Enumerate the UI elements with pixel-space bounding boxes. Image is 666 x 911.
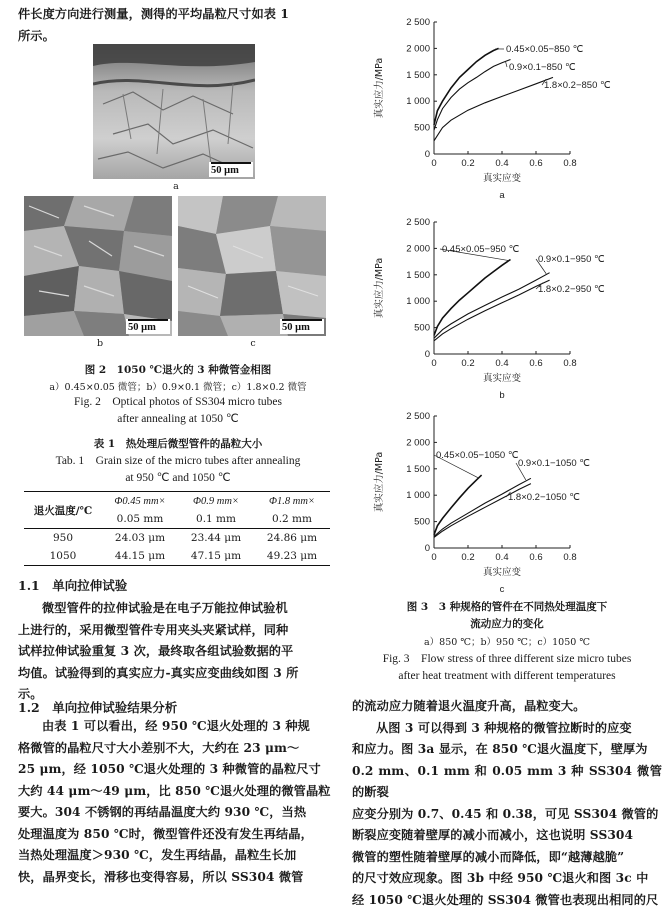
x-axis-label: 真实应变: [483, 372, 522, 384]
table-header-temp: 退火温度/℃: [24, 492, 102, 529]
y-tick-label: 0: [425, 149, 430, 160]
series-label: 0.45×0.05−1050 ℃: [436, 450, 519, 461]
table-cell: 44.15 μm: [102, 547, 178, 565]
y-axis-label: 真实应力/MPa: [373, 258, 385, 319]
section-1-2-title: 1.2 单向拉伸试验结果分析: [18, 698, 177, 716]
x-tick-label: 0.6: [529, 552, 542, 563]
x-tick-label: 0.6: [529, 158, 542, 169]
table-cell: 24.86 μm: [254, 529, 330, 548]
fig3-caption-en-2: after heat treatment with different temperatures: [352, 668, 662, 684]
section-1-1-body: [18, 598, 340, 706]
text-line: 微管的塑性随着壁厚的减小而降低，即“越薄越脆”: [352, 847, 662, 869]
micrograph-b: [24, 196, 172, 336]
panel-label: c: [500, 584, 505, 594]
fig3-caption-sub: a）850 ℃；b）950 ℃；c）1050 ℃: [352, 634, 662, 648]
x-tick-label: 0.4: [495, 358, 508, 369]
series-line: [434, 48, 499, 125]
y-tick-label: 2 500: [406, 411, 430, 422]
y-tick-label: 500: [414, 123, 430, 134]
text-line: 当热处理温度＞930 ℃，发生再结晶，晶粒生长加: [18, 845, 340, 867]
scale-bar-a: 50 μm: [209, 162, 253, 177]
table1-caption-en-1: Tab. 1 Grain size of the micro tubes after annealing: [18, 453, 338, 469]
series-line: [434, 260, 511, 336]
section-1-1-title: 1.1 单向拉伸试验: [18, 576, 127, 594]
y-tick-label: 1 000: [406, 296, 430, 307]
series-label: 1.8×0.2−850 ℃: [544, 80, 611, 91]
fig3-caption-en-1: Fig. 3 Flow stress of three different size micro tubes: [352, 651, 662, 667]
table-header-row: [24, 492, 330, 510]
series-label: 0.9×0.1−850 ℃: [509, 62, 576, 73]
x-tick-label: 0.2: [461, 358, 474, 369]
text-line: 应变分别为 0.7、0.45 和 0.38，可见 SS304 微管的: [352, 804, 662, 826]
table-cell: 47.15 μm: [178, 547, 254, 565]
flow-stress-chart-c: [366, 402, 662, 594]
y-tick-label: 2 000: [406, 437, 430, 448]
grain-size-table: [24, 491, 330, 566]
text-line: 和应力。图 3a 显示，在 850 ℃退火温度下，壁厚为: [352, 739, 662, 761]
fig2-caption-sub: a）0.45×0.05 微管；b）0.9×0.1 微管；c）1.8×0.2 微管: [18, 379, 338, 393]
x-tick-label: 0.6: [529, 358, 542, 369]
y-tick-label: 2 500: [406, 17, 430, 28]
label-leader: [505, 61, 507, 67]
y-tick-label: 2 000: [406, 43, 430, 54]
series-label: 1.8×0.2−1050 ℃: [508, 492, 580, 503]
x-tick-label: 0.4: [495, 552, 508, 563]
text-line: 的尺寸效应现象。图 3b 中经 950 ℃退火和图 3c 中: [352, 868, 662, 890]
y-tick-label: 1 500: [406, 270, 430, 281]
table-header-col3b: 0.2 mm: [254, 510, 330, 529]
x-tick-label: 0.2: [461, 552, 474, 563]
y-tick-label: 1 500: [406, 464, 430, 475]
fig3-caption-cn-2: 流动应力的变化: [352, 616, 662, 631]
section-1-2-body: [18, 716, 340, 888]
series-line: [434, 475, 482, 535]
y-tick-label: 0: [425, 543, 430, 554]
x-tick-label: 0.2: [461, 158, 474, 169]
text-line: 微型管件的拉伸试验是在电子万能拉伸试验机: [18, 598, 340, 620]
x-tick-label: 0.8: [563, 158, 576, 169]
series-label: 0.45×0.05−950 ℃: [442, 244, 520, 255]
fig3-caption-cn-1: 图 3 3 种规格的管件在不同热处理温度下: [352, 599, 662, 614]
series-line: [434, 280, 550, 341]
text-line: 从图 3 可以得到 3 种规格的微管拉断时的应变: [352, 718, 662, 740]
table-cell-temp: 950: [24, 529, 102, 548]
text-line: 示。: [18, 684, 340, 706]
text-line: 均值。试验得到的真实应力-真实应变曲线如图 3 所: [18, 663, 340, 685]
series-label: 0.9×0.1−1050 ℃: [518, 458, 590, 469]
x-tick-label: 0.4: [495, 158, 508, 169]
scale-bar-b: 50 μm: [126, 319, 170, 334]
panel-label: b: [499, 390, 504, 400]
text-line: 由表 1 可以看出，经 950 ℃退火处理的 3 种规: [18, 716, 340, 738]
flow-stress-chart-b: [366, 208, 662, 400]
table-header-col2b: 0.1 mm: [178, 510, 254, 529]
series-label: 0.45×0.05−850 ℃: [506, 44, 584, 55]
x-tick-label: 0.8: [563, 358, 576, 369]
y-tick-label: 2 000: [406, 243, 430, 254]
text-line: 格微管的晶粒尺寸大小差别不大，大约在 23 μm～: [18, 738, 340, 760]
scale-bar-c: 50 μm: [280, 319, 324, 334]
table-cell: 49.23 μm: [254, 547, 330, 565]
text-line: 上进行的，采用微型管件专用夹头夹紧试样，同种: [18, 620, 340, 642]
fig2-sublabel-b: b: [92, 338, 108, 349]
x-tick-label: 0: [431, 552, 436, 563]
y-tick-label: 500: [414, 517, 430, 528]
panel-label: a: [499, 190, 505, 200]
text-line: 试样拉伸试验重复 3 次，最终取各组试验数据的平: [18, 641, 340, 663]
table-cell: 24.03 μm: [102, 529, 178, 548]
fig2-caption-cn: 图 2 1050 ℃退火的 3 种微管金相图: [18, 362, 338, 377]
text-line: 25 μm，经 1050 ℃退火处理的 3 种微管的晶粒尺寸: [18, 759, 340, 781]
table-header-col2a: Φ0.9 mm×: [178, 492, 254, 510]
text-line: 要大。304 不锈钢的再结晶温度大约 930 ℃，当热: [18, 802, 340, 824]
table-cell: 23.44 μm: [178, 529, 254, 548]
y-axis-label: 真实应力/MPa: [373, 58, 385, 119]
y-tick-label: 1 500: [406, 70, 430, 81]
micrograph-a: [93, 44, 255, 179]
y-axis-label: 真实应力/MPa: [373, 452, 385, 513]
y-tick-label: 1 000: [406, 96, 430, 107]
intro-line-1: 件长度方向进行测量，测得的平均晶粒尺寸如表 1: [18, 4, 338, 26]
table-header-col1a: Φ0.45 mm×: [102, 492, 178, 510]
table-cell-temp: 1050: [24, 547, 102, 565]
right-body: [352, 696, 662, 911]
series-label: 0.9×0.1−950 ℃: [538, 254, 605, 265]
x-tick-label: 0: [431, 358, 436, 369]
flow-stress-chart-a: [366, 8, 662, 200]
text-line: 经 1050 ℃退火处理的 SS304 微管也表现出相同的尺: [352, 890, 662, 911]
series-label: 1.8×0.2−950 ℃: [538, 284, 605, 295]
table-header-col3a: Φ1.8 mm×: [254, 492, 330, 510]
table-row: [24, 529, 330, 548]
text-line: 0.2 mm、0.1 mm 和 0.05 mm 3 种 SS304 微管的断裂: [352, 761, 662, 804]
x-axis-label: 真实应变: [483, 172, 522, 184]
series-line: [434, 60, 511, 131]
y-tick-label: 2 500: [406, 217, 430, 228]
fig2-caption-en-2: after annealing at 1050 ℃: [18, 411, 338, 427]
table1-caption-en-2: at 950 ℃ and 1050 ℃: [18, 470, 338, 486]
intro-line-2: 所示。: [18, 26, 55, 48]
x-tick-label: 0.8: [563, 552, 576, 563]
micrograph-c: [178, 196, 326, 336]
text-line: 大约 44 μm～49 μm，比 850 ℃退火处理的微管晶粒: [18, 781, 340, 803]
fig2-sublabel-c: c: [245, 338, 261, 349]
text-line: 断裂应变随着壁厚的减小而减小，这也说明 SS304: [352, 825, 662, 847]
y-tick-label: 0: [425, 349, 430, 360]
fig2-caption-en-1: Fig. 2 Optical photos of SS304 micro tubes: [18, 394, 338, 410]
fig2-sublabel-a: a: [168, 181, 184, 192]
table1-caption-cn: 表 1 热处理后微型管件的晶粒大小: [18, 436, 338, 451]
table-row: [24, 547, 330, 565]
x-axis-label: 真实应变: [483, 566, 522, 578]
y-tick-label: 500: [414, 323, 430, 334]
y-tick-label: 1 000: [406, 490, 430, 501]
x-tick-label: 0: [431, 158, 436, 169]
table-header-col1b: 0.05 mm: [102, 510, 178, 529]
text-line: 快，晶界变长，滑移也变得容易，所以 SS304 微管: [18, 867, 340, 889]
text-line: 处理温度为 850 ℃时，微型管件还没有发生再结晶，: [18, 824, 340, 846]
text-line: 的流动应力随着退火温度升高，晶粒变大。: [352, 696, 662, 718]
